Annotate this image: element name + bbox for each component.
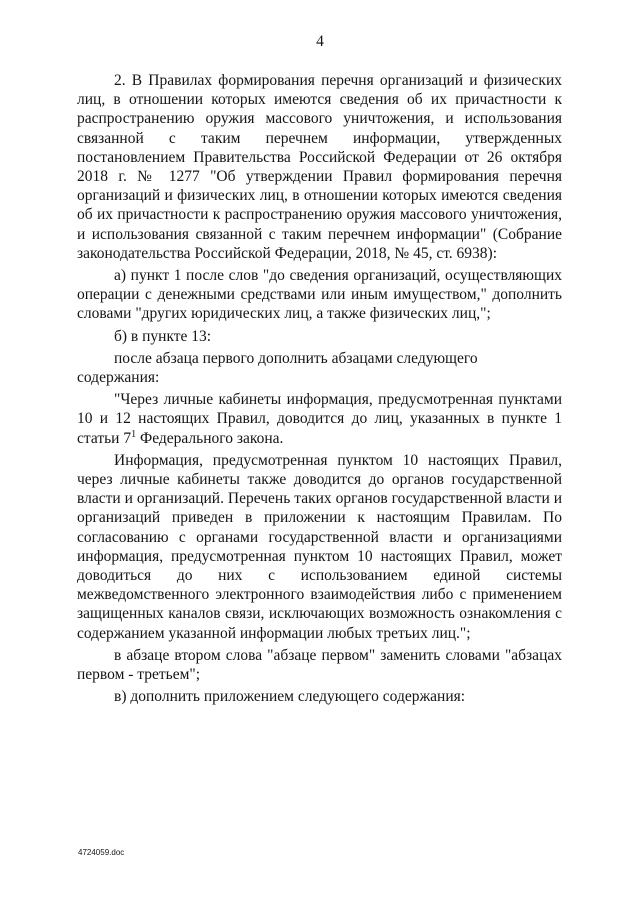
document-body: [77, 71, 562, 707]
paragraph-quoted-text: [77, 390, 562, 448]
paragraph-subitem-a: а) пункт 1 после слов "до сведения организаций, осуществляющих операции с денежными средствами или иным имуществом," дополнить словами "других юридических лиц, а также физических лиц,";: [77, 267, 562, 323]
quoted-text-main: "Через личные кабинеты информация, предусмотренная пунктами 10 и 12 настоящих Правил, доводится до лиц, указанных в пункте 1 статьи 7: [77, 391, 562, 447]
paragraph-subitem-b: б) в пункте 13:: [114, 327, 212, 345]
file-reference-footer: 4724059.doc: [78, 848, 125, 857]
paragraph-item-2: 2. В Правилах формирования перечня организаций и физических лиц, в отношении которых имеются сведения об их причастности к распространению оружия массового уничтожения, и использования связанной с таким перечнем информации, утвержденных постановлением Правительства Российской Федерации от 26 октября 2018 г. № 1277 "Об утверждении Правил формирования перечня организаций и физических лиц, в отношении которых имеются сведения об их причастности к распространению оружия массового уничтожения, и использования связанной с таким перечнем информации" (Собрание законодательства Российской Федерации, 2018, № 45, ст. 6938):: [77, 72, 562, 262]
article-superscript: 1: [131, 428, 137, 440]
paragraph-subitem-v: в) дополнить приложением следующего содержания:: [114, 688, 466, 706]
paragraph-replace-words: в абзаце втором слова "абзаце первом" заменить словами "абзацах первом - третьем";: [77, 646, 562, 684]
paragraph-insert-instruction: после абзаца первого дополнить абзацами следующего содержания:: [77, 349, 478, 387]
quoted-text-tail: Федерального закона.: [136, 429, 284, 447]
paragraph-information-provision: Информация, предусмотренная пунктом 10 настоящих Правил, через личные кабинеты также доводится до органов государственной власти и организаций. Перечень таких органов государственной власти и организаций приведен в приложении к настоящим Правилам. По согласованию с органами государственной власти и организациями информация, предусмотренная пунктом 10 настоящих Правил, может доводиться до них с использованием единой системы межведомственного электронного взаимодействия либо с применением защищенных каналов связи, исключающих возможность ознакомления с содержанием указанной информации любых третьих лиц.";: [77, 451, 562, 642]
page-number: 4: [316, 33, 324, 50]
